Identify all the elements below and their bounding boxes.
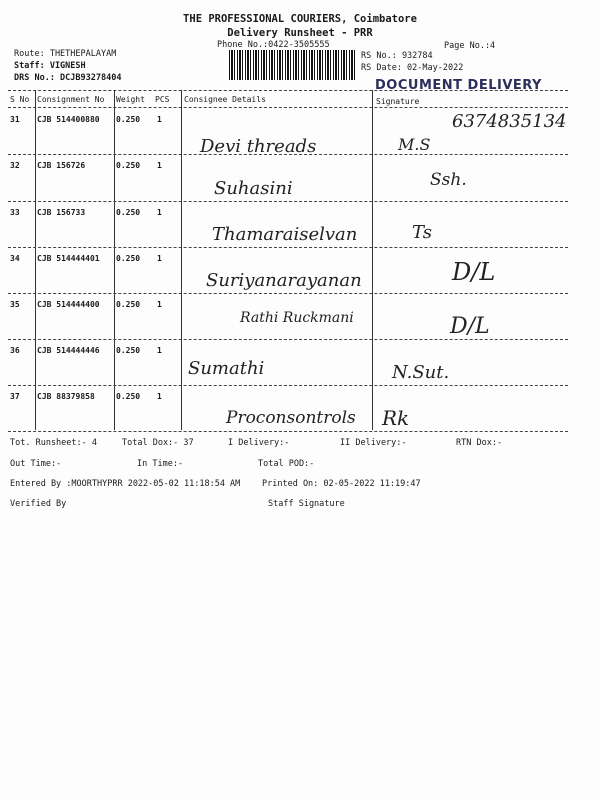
barcode-image: [229, 50, 355, 80]
row-consignee: Suriyanarayanan: [206, 270, 362, 291]
col-header-pcs: PCS: [155, 95, 170, 104]
col-header-signature: Signature: [376, 97, 420, 106]
col-header-sno: S No: [10, 95, 30, 104]
staff-signature: Staff Signature: [268, 499, 345, 509]
printed-on: Printed On: 02-05-2022 11:19:47: [262, 479, 421, 489]
row-weight: 0.250: [116, 392, 141, 401]
row-divider: [8, 154, 568, 155]
row-consignment: CJB 514444400: [37, 300, 100, 309]
total-dox: Total Dox:- 37: [122, 438, 194, 448]
col-header-consignee: Consignee Details: [184, 95, 266, 104]
column-divider: [114, 90, 115, 430]
row-signature: N.Sut.: [392, 362, 450, 383]
row-divider: [8, 385, 568, 386]
document-title: Delivery Runsheet - PRR: [227, 27, 373, 39]
row-consignment: CJB 514444446: [37, 346, 100, 355]
table-bottom-border: [8, 431, 568, 432]
i-delivery: I Delivery:-: [228, 438, 290, 448]
row-consignment: CJB 88379858: [37, 392, 95, 401]
rtn-dox: RTN Dox:-: [456, 438, 503, 448]
row-signature: Ssh.: [430, 170, 467, 190]
row-consignee: Devi threads: [200, 136, 317, 157]
column-divider: [35, 90, 36, 430]
rs-date: RS Date: 02-May-2022: [361, 63, 464, 73]
row-weight: 0.250: [116, 161, 141, 170]
row-signature: Ts: [412, 222, 432, 243]
row-signature: D/L: [452, 258, 496, 286]
staff-label: Staff: VIGNESH: [14, 61, 86, 71]
header-bottom-border: [8, 107, 568, 108]
table-top-border: [8, 90, 568, 91]
verified-by: Verified By: [10, 499, 67, 509]
row-sno: 33: [10, 208, 20, 217]
row-sno: 31: [10, 115, 20, 124]
row-pcs: 1: [157, 346, 162, 355]
row-sno: 34: [10, 254, 20, 263]
total-pod: Total POD:-: [258, 459, 315, 469]
out-time: Out Time:-: [10, 459, 62, 469]
row-pcs: 1: [157, 161, 162, 170]
entered-by: Entered By :MOORTHYPRR 2022-05-02 11:18:54 AM: [10, 479, 241, 489]
row-pcs: 1: [157, 254, 162, 263]
col-header-weight: Weight: [116, 95, 145, 104]
row-signature: M.S: [398, 135, 431, 154]
ii-delivery: II Delivery:-: [340, 438, 407, 448]
phone-number: Phone No.:0422-3505555: [217, 40, 330, 50]
row-weight: 0.250: [116, 208, 141, 217]
row-sno: 32: [10, 161, 20, 170]
in-time: In Time:-: [137, 459, 184, 469]
row-consignment: CJB 514400880: [37, 115, 100, 124]
route-label: Route: THETHEPALAYAM: [14, 49, 117, 59]
tot-runsheet: Tot. Runsheet:- 4: [10, 438, 97, 448]
row-pcs: 1: [157, 208, 162, 217]
rs-number: RS No.: 932784: [361, 51, 433, 61]
row-signature: Rk: [382, 406, 410, 430]
row-consignment: CJB 156726: [37, 161, 86, 170]
company-name: THE PROFESSIONAL COURIERS, Coimbatore: [183, 13, 417, 25]
row-pcs: 1: [157, 300, 162, 309]
row-consignment: CJB 514444401: [37, 254, 100, 263]
row-weight: 0.250: [116, 115, 141, 124]
drs-number: DRS No.: DCJB93278404: [14, 73, 122, 83]
document-delivery-stamp: DOCUMENT DELIVERY: [375, 78, 542, 93]
row-weight: 0.250: [116, 300, 141, 309]
row-divider: [8, 293, 568, 294]
column-divider: [181, 90, 182, 430]
row-weight: 0.250: [116, 254, 141, 263]
row-sno: 36: [10, 346, 20, 355]
row-consignee: Rathi Ruckmani: [240, 310, 354, 326]
row-pcs: 1: [157, 115, 162, 124]
row-phone: 6374835134: [452, 111, 567, 132]
row-consignee: Suhasini: [214, 178, 293, 199]
column-divider: [372, 90, 373, 430]
row-pcs: 1: [157, 392, 162, 401]
row-divider: [8, 201, 568, 202]
row-consignee: Proconsontrols: [226, 408, 356, 428]
row-divider: [8, 339, 568, 340]
row-divider: [8, 247, 568, 248]
page-number: Page No.:4: [444, 41, 496, 51]
col-header-consignment: Consignment No: [37, 95, 105, 104]
row-weight: 0.250: [116, 346, 141, 355]
row-consignment: CJB 156733: [37, 208, 86, 217]
row-sno: 35: [10, 300, 20, 309]
row-sno: 37: [10, 392, 20, 401]
row-consignee: Thamaraiselvan: [212, 224, 358, 245]
row-signature: D/L: [450, 314, 490, 339]
row-consignee: Sumathi: [188, 358, 265, 379]
